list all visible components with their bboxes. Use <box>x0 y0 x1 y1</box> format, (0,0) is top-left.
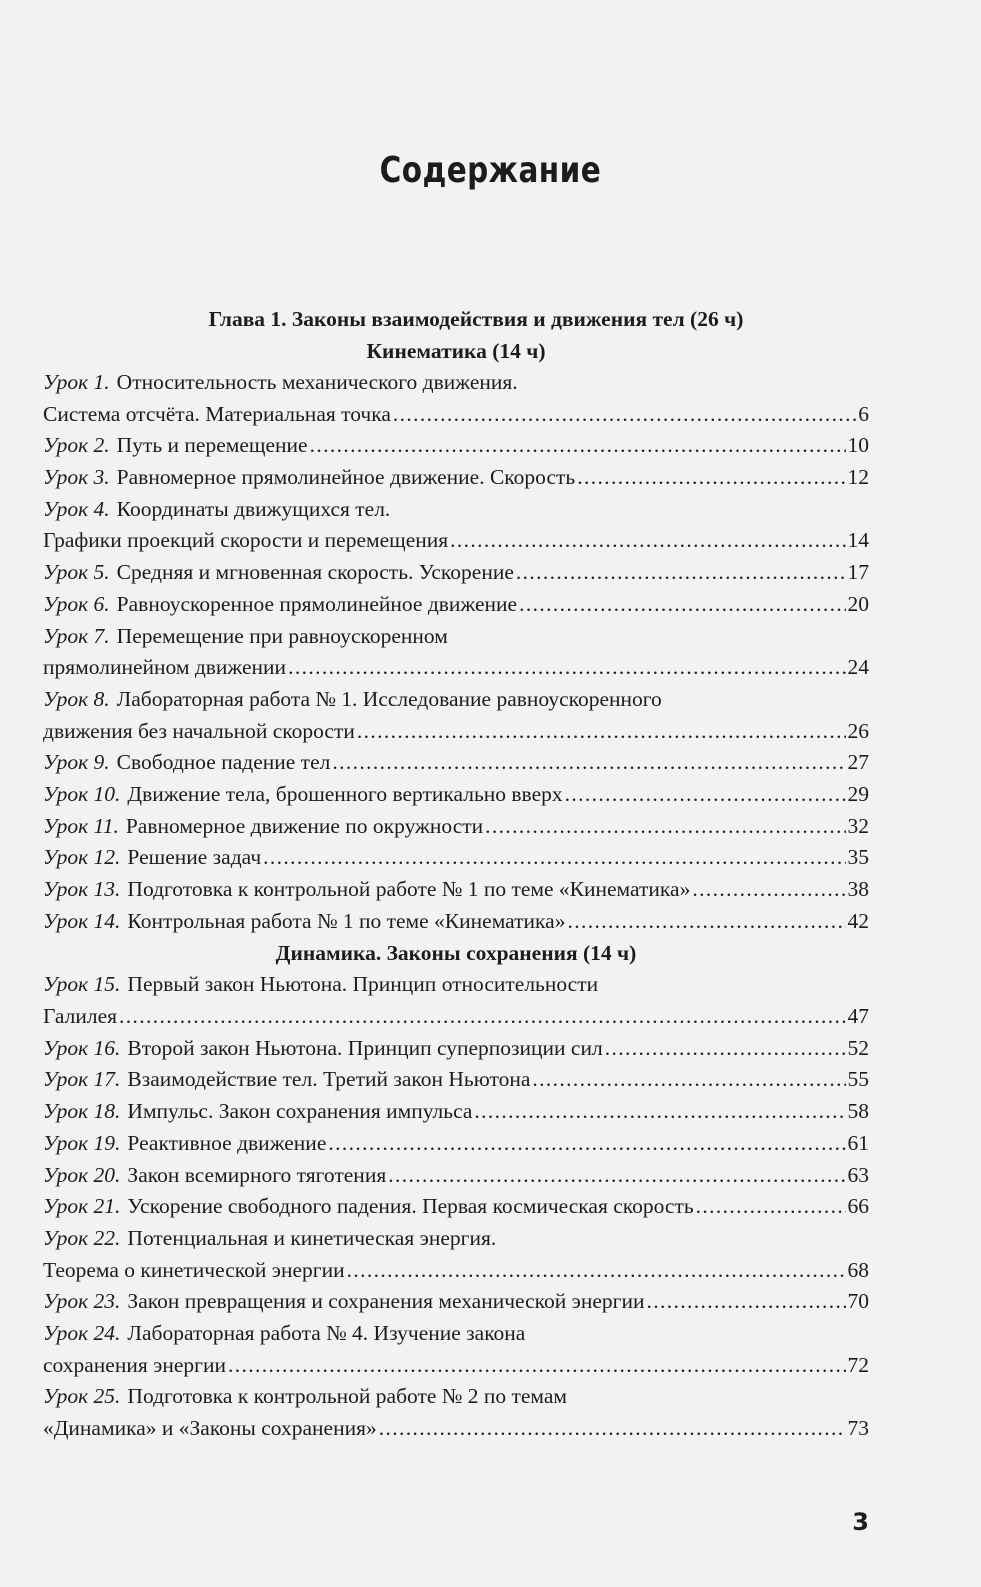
lesson-title: Движение тела, брошенного вертикально вверх <box>127 781 563 806</box>
entry-page-number: 29 <box>847 781 869 806</box>
entry-page-number: 20 <box>847 591 869 616</box>
lesson-number: Урок 19. <box>43 1130 121 1155</box>
lesson-number: Урок 12. <box>43 845 121 870</box>
lesson-title: Взаимодействие тел. Третий закон Ньютона <box>127 1067 531 1092</box>
toc-entry[interactable] <box>43 430 869 462</box>
toc-entry[interactable] <box>43 1381 869 1413</box>
lesson-title-continued: Галилея <box>43 1004 118 1029</box>
toc-entry[interactable] <box>43 1191 869 1223</box>
lesson-title-continued: Система отсчёта. Материальная точка <box>43 401 391 426</box>
lesson-title: Лабораторная работа № 1. Исследование равноускоренного <box>116 686 662 711</box>
lesson-title: Координаты движущихся тел. <box>116 496 391 521</box>
toc-entry[interactable] <box>43 811 869 843</box>
lesson-number: Урок 20. <box>43 1162 121 1187</box>
toc-entry[interactable] <box>43 1223 869 1255</box>
page-title: Содержание <box>379 150 602 191</box>
lesson-number: Урок 10. <box>43 781 121 806</box>
dot-leader <box>532 1064 845 1096</box>
entry-page-number: 6 <box>858 401 869 426</box>
entry-page-number: 63 <box>847 1162 869 1187</box>
entry-page-number: 38 <box>847 877 869 901</box>
dot-leader <box>347 1255 846 1287</box>
toc-entry[interactable] <box>43 621 869 653</box>
toc-entry[interactable] <box>43 684 869 716</box>
toc-entry[interactable] <box>43 874 869 906</box>
toc-entry-continuation[interactable] <box>43 525 869 557</box>
toc-entry-continuation[interactable] <box>43 1255 869 1287</box>
toc-entry[interactable] <box>43 1064 869 1096</box>
dot-leader <box>310 430 846 462</box>
entry-page-number: 61 <box>847 1130 869 1155</box>
lesson-number: Урок 9. <box>43 750 110 775</box>
entry-page-number: 70 <box>847 1289 869 1314</box>
lesson-title-continued: Графики проекций скорости и перемещения <box>43 528 449 553</box>
lesson-title: Контрольная работа № 1 по теме «Кинематика» <box>127 908 566 933</box>
lesson-number: Урок 8. <box>43 686 110 711</box>
toc-entry[interactable] <box>43 589 869 621</box>
lesson-title: Решение задач <box>127 845 262 870</box>
toc-entry[interactable] <box>43 462 869 494</box>
lesson-title-continued: прямолинейном движении <box>43 655 287 680</box>
dot-leader <box>565 779 846 811</box>
toc-entry[interactable] <box>43 1286 869 1318</box>
entry-page-number: 72 <box>847 1352 869 1377</box>
lesson-number: Урок 23. <box>43 1289 121 1314</box>
dot-leader <box>696 1191 846 1223</box>
toc-entry-continuation[interactable] <box>43 652 869 684</box>
lesson-title: Лабораторная работа № 4. Изучение закона <box>127 1320 526 1345</box>
lesson-number: Урок 4. <box>43 496 110 521</box>
entry-page-number: 27 <box>847 750 869 775</box>
entry-page-number: 10 <box>847 433 869 458</box>
lesson-title: Закон всемирного тяготения <box>127 1162 387 1187</box>
dot-leader <box>516 557 846 589</box>
lesson-number: Урок 11. <box>43 813 119 838</box>
dot-leader <box>263 842 845 874</box>
lesson-number: Урок 18. <box>43 1099 121 1124</box>
lesson-number: Урок 7. <box>43 623 110 648</box>
toc-entry[interactable] <box>43 969 869 1001</box>
entry-page-number: 58 <box>847 1099 869 1124</box>
lesson-number: Урок 3. <box>43 465 110 490</box>
lesson-title: Подготовка к контрольной работе № 2 по темам <box>127 1384 567 1409</box>
dot-leader <box>379 1413 846 1445</box>
dot-leader <box>647 1286 846 1318</box>
dot-leader <box>577 462 845 494</box>
toc-entry[interactable] <box>43 1160 869 1192</box>
dot-leader <box>332 747 845 779</box>
dot-leader <box>567 906 845 938</box>
lesson-title: Реактивное движение <box>127 1130 327 1155</box>
toc-entry[interactable] <box>43 367 869 399</box>
lesson-title: Путь и перемещение <box>116 433 308 458</box>
toc-entry[interactable] <box>43 747 869 779</box>
entry-page-number: 66 <box>847 1194 869 1219</box>
entry-page-number: 55 <box>847 1067 869 1092</box>
lesson-title-continued: Теорема о кинетической энергии <box>43 1257 345 1282</box>
lesson-number: Урок 22. <box>43 1225 121 1250</box>
page-number: 3 <box>852 1508 869 1536</box>
toc-entry[interactable] <box>43 1033 869 1065</box>
lesson-title: Свободное падение тел <box>116 750 331 775</box>
lesson-title: Ускорение свободного падения. Первая космическая скорость <box>127 1194 694 1219</box>
entry-page-number: 17 <box>847 560 869 585</box>
lesson-number: Урок 17. <box>43 1067 121 1092</box>
lesson-number: Урок 13. <box>43 877 121 901</box>
lesson-number: Урок 5. <box>43 560 110 585</box>
dot-leader <box>393 399 856 431</box>
toc-entry-continuation[interactable] <box>43 1350 869 1382</box>
lesson-title: Подготовка к контрольной работе № 1 по теме «Кинематика» <box>127 877 691 901</box>
toc-entry[interactable] <box>43 906 869 938</box>
section-heading: Кинематика (14 ч) <box>366 339 546 363</box>
dot-leader <box>692 874 845 906</box>
toc-entry[interactable] <box>43 842 869 874</box>
dot-leader <box>228 1350 846 1382</box>
entry-page-number: 12 <box>847 465 869 490</box>
toc-entry-continuation[interactable] <box>43 1413 869 1445</box>
entry-page-number: 26 <box>847 718 869 743</box>
lesson-number: Урок 24. <box>43 1320 121 1345</box>
dot-leader <box>450 525 845 557</box>
toc-entry-continuation[interactable] <box>43 716 869 748</box>
entry-page-number: 35 <box>847 845 869 870</box>
toc-entry[interactable] <box>43 1128 869 1160</box>
lesson-number: Урок 1. <box>43 370 110 394</box>
lesson-title-continued: сохранения энергии <box>43 1352 226 1377</box>
dot-leader <box>388 1160 845 1192</box>
dot-leader <box>519 589 845 621</box>
toc-entry[interactable] <box>43 494 869 526</box>
lesson-title: Потенциальная и кинетическая энергия. <box>127 1225 497 1250</box>
lesson-title: Равноускоренное прямолинейное движение <box>116 591 518 616</box>
lesson-title: Второй закон Ньютона. Принцип суперпозиции сил <box>127 1035 603 1060</box>
entry-page-number: 73 <box>847 1416 869 1440</box>
lesson-number: Урок 25. <box>43 1384 121 1409</box>
toc-entry[interactable] <box>43 557 869 589</box>
lesson-title: Закон превращения и сохранения механической энергии <box>127 1289 645 1314</box>
entry-page-number: 52 <box>847 1035 869 1060</box>
entry-page-number: 47 <box>847 1004 869 1029</box>
toc-entry-continuation[interactable] <box>43 399 869 431</box>
chapter-heading: Глава 1. Законы взаимодействия и движения тел (26 ч) <box>208 307 744 331</box>
entry-page-number: 32 <box>847 813 869 838</box>
lesson-number: Урок 16. <box>43 1035 121 1060</box>
entry-page-number: 68 <box>847 1257 869 1282</box>
toc-entry-continuation[interactable] <box>43 1001 869 1033</box>
lesson-title: Относительность механического движения. <box>116 370 518 394</box>
lesson-title: Равномерное прямолинейное движение. Скорость <box>116 465 576 490</box>
dot-leader <box>474 1096 845 1128</box>
table-of-contents <box>43 303 869 1445</box>
lesson-number: Урок 14. <box>43 908 121 933</box>
dot-leader <box>328 1128 845 1160</box>
entry-page-number: 42 <box>847 908 869 933</box>
lesson-number: Урок 21. <box>43 1194 121 1219</box>
lesson-number: Урок 15. <box>43 972 121 997</box>
dot-leader <box>485 811 845 843</box>
toc-entry[interactable] <box>43 779 869 811</box>
dot-leader <box>357 716 846 748</box>
entry-page-number: 24 <box>847 655 869 680</box>
section-heading: Динамика. Законы сохранения (14 ч) <box>275 941 637 966</box>
lesson-title-continued: движения без начальной скорости <box>43 718 355 743</box>
dot-leader <box>605 1033 846 1065</box>
entry-page-number: 14 <box>847 528 869 553</box>
lesson-title: Импульс. Закон сохранения импульса <box>127 1099 473 1124</box>
toc-entry[interactable] <box>43 1096 869 1128</box>
lesson-number: Урок 2. <box>43 433 110 458</box>
lesson-title: Перемещение при равноускоренном <box>116 623 448 648</box>
dot-leader <box>119 1001 845 1033</box>
lesson-number: Урок 6. <box>43 591 110 616</box>
dot-leader <box>288 652 845 684</box>
lesson-title-continued: «Динамика» и «Законы сохранения» <box>43 1416 377 1440</box>
lesson-title: Первый закон Ньютона. Принцип относительности <box>127 972 599 997</box>
toc-entry[interactable] <box>43 1318 869 1350</box>
lesson-title: Равномерное движение по окружности <box>125 813 484 838</box>
lesson-title: Средняя и мгновенная скорость. Ускорение <box>116 560 514 585</box>
